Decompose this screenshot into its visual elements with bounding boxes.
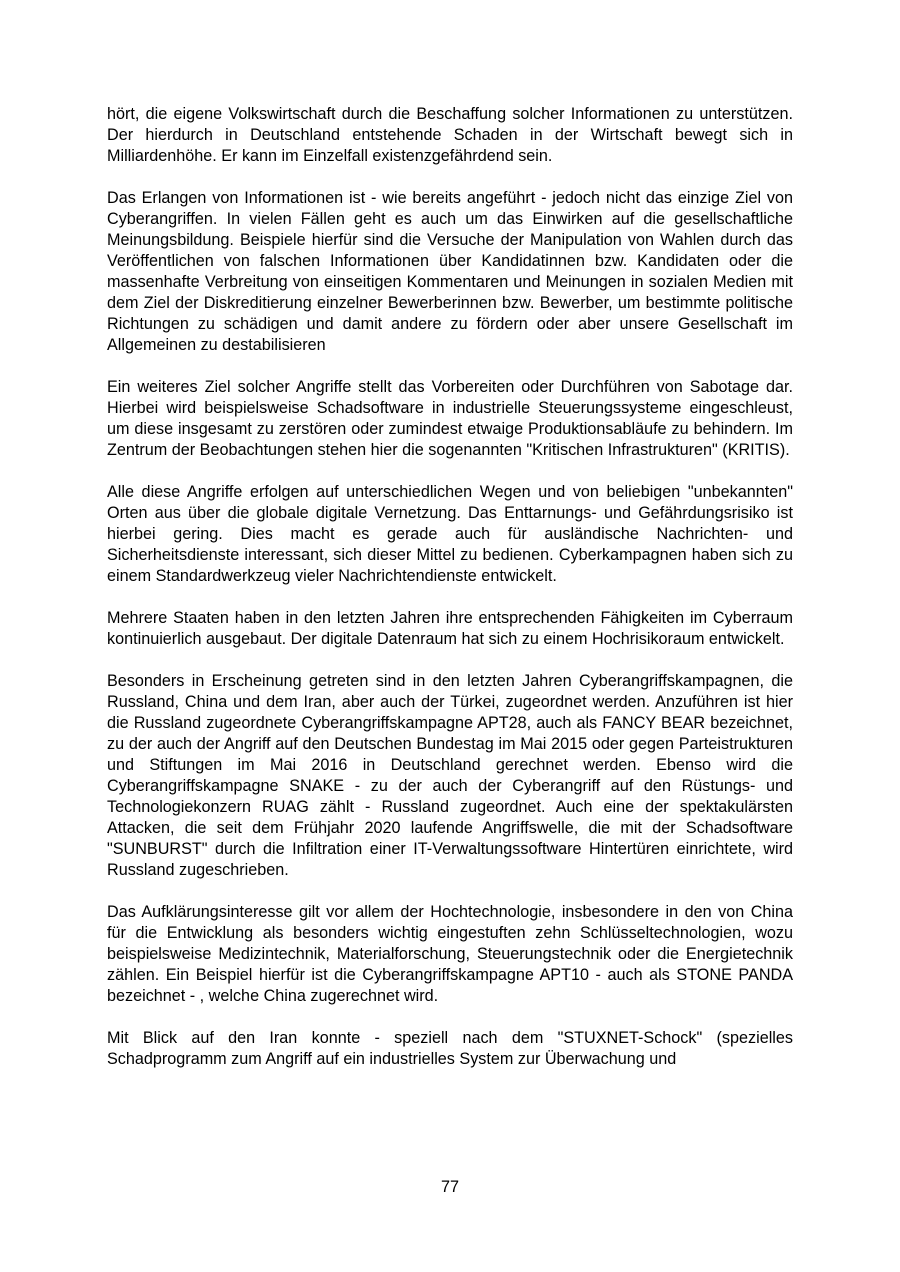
paragraph-state-capabilities: Mehrere Staaten haben in den letzten Jahren ihre entsprechenden Fähigkeiten im Cyberraum kontinuierlich ausgebaut. Der digitale Datenraum hat sich zu einem Hochrisikoraum entwickelt.	[107, 609, 793, 648]
document-body	[107, 104, 793, 1091]
paragraph-campaigns-russia: Besonders in Erscheinung getreten sind in den letzten Jahren Cyberangriffskampagnen, die Russland, China und dem Iran, aber auch der Türkei, zugeordnet werden. Anzuführen ist hier die Russland zugeordnete Cyberangriffskampagne APT28, auch als FANCY BEAR bezeichnet, zu der auch der Angriff auf den Deutschen Bundestag im Mai 2015 oder gegen Parteistrukturen und Stiftungen im Mai 2016 in Deutschland gerechnet werden. Ebenso wird die Cyberangriffskampagne SNAKE - zu der auch der Cyberangriff auf den Rüstungs- und Technologiekonzern RUAG zählt - Russland zugeordnet. Auch eine der spektakulärsten Attacken, die seit dem Frühjahr 2020 laufende Angriffswelle, die mit der Schadsoftware "SUNBURST" durch die Infiltration einer IT-Verwaltungssoftware Hintertüren einrichtete, wird Russland zugeschrieben.	[107, 672, 793, 879]
paragraph-campaigns-china: Das Aufklärungsinteresse gilt vor allem der Hochtechnologie, insbesondere in den von China für die Entwicklung als besonders wichtig eingestuften zehn Schlüsseltechnologien, wozu beispielsweise Medizintechnik, Materialforschung, Steuerungstechnik oder die Energietechnik zählen. Ein Beispiel hierfür ist die Cyberangriffskampagne APT10 - auch als STONE PANDA bezeichnet - , welche China zugerechnet wird.	[107, 903, 793, 1005]
paragraph-economic-damage: hört, die eigene Volkswirtschaft durch die Beschaffung solcher Informationen zu unterstützen. Der hierdurch in Deutschland entstehende Schaden in der Wirtschaft bewegt sich in Milliardenhöhe. Er kann im Einzelfall existenzgefährdend sein.	[107, 105, 793, 165]
paragraph-opinion-manipulation: Das Erlangen von Informationen ist - wie bereits angeführt - jedoch nicht das einzige Ziel von Cyberangriffen. In vielen Fällen geht es auch um das Einwirken auf die gesellschaftliche Meinungsbildung. Beispiele hierfür sind die Versuche der Manipulation von Wahlen durch das Veröffentlichen von falschen Informationen über Kandidatinnen bzw. Kandidaten oder die massenhafte Verbreitung von einseitigen Kommentaren und Meinungen in sozialen Medien mit dem Ziel der Diskreditierung einzelner Bewerberinnen bzw. Bewerber, um bestimmte politische Richtungen zu schädigen und damit andere zu fördern oder aber unsere Gesellschaft im Allgemeinen zu destabilisieren	[107, 189, 793, 354]
paragraph-iran: Mit Blick auf den Iran konnte - speziell nach dem "STUXNET-Schock" (spezielles Schadprogramm zum Angriff auf ein industrielles System zur Überwachung und	[107, 1029, 793, 1068]
paragraph-sabotage: Ein weiteres Ziel solcher Angriffe stellt das Vorbereiten oder Durchführen von Sabotage dar. Hierbei wird beispielsweise Schadsoftware in industrielle Steuerungssysteme eingeschleust, um diese insgesamt zu zerstören oder zumindest etwaige Produktionsabläufe zu behindern. Im Zentrum der Beobachtungen stehen hier die sogenannten "Kritischen Infrastrukturen" (KRITIS).	[107, 378, 793, 459]
paragraph-attack-paths: Alle diese Angriffe erfolgen auf unterschiedlichen Wegen und von beliebigen "unbekannten" Orten aus über die globale digitale Vernetzung. Das Enttarnungs- und Gefährdungsrisiko ist hierbei gering. Dies macht es gerade auch für ausländische Nachrichten- und Sicherheitsdienste interessant, sich dieser Mittel zu bedienen. Cyberkampagnen haben sich zu einem Standardwerkzeug vieler Nachrichtendienste entwickelt.	[107, 483, 793, 585]
page-number: 77	[440, 1178, 459, 1196]
